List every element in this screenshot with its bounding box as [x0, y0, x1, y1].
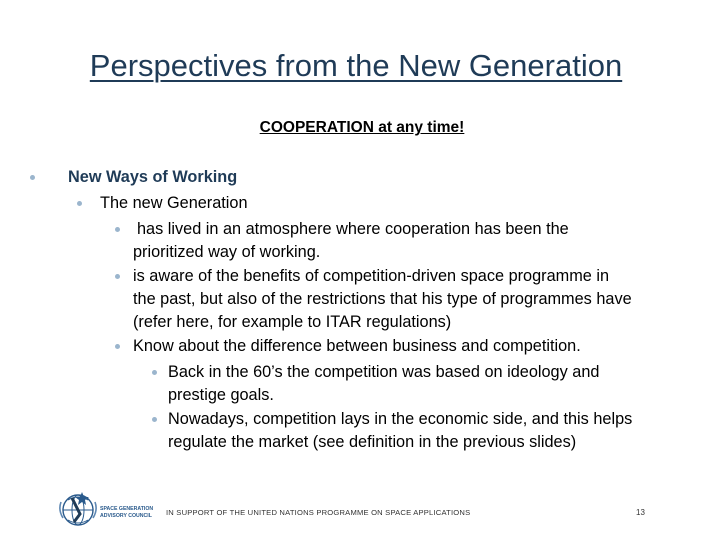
- text-line: is aware of the benefits of competition-driven space programme in: [133, 267, 610, 285]
- bullet-level1: New Ways of Working: [68, 168, 238, 186]
- bullet-icon: [115, 227, 120, 232]
- bullet-icon: [152, 370, 157, 375]
- text-line: Nowadays, competition lays in the economic side, and this helps: [168, 410, 633, 428]
- bullet-level4-sixties: [168, 361, 599, 407]
- globe-icon: [60, 492, 96, 525]
- bullet-icon: [30, 175, 35, 180]
- slide-subtitle: COOPERATION at any time!: [259, 119, 465, 136]
- text-line: Know about the difference between business and competition.: [133, 337, 581, 355]
- bullet-icon: [152, 417, 157, 422]
- page-number: 13: [636, 508, 645, 517]
- bullet-level3-know: [133, 335, 581, 358]
- bullet-level3-aware: [133, 265, 632, 334]
- bullet-level4-nowadays: [168, 408, 632, 454]
- bullet-level3-lived: [133, 218, 569, 264]
- bullet-icon: [115, 344, 120, 349]
- slide-title: Perspectives from the New Generation: [89, 48, 623, 83]
- text-line: prioritized way of working.: [133, 243, 321, 261]
- text-line: the past, but also of the restrictions that his type of programmes have: [133, 290, 632, 308]
- text-line: (refer here, for example to ITAR regulations): [133, 313, 452, 331]
- logo-line2: ADVISORY COUNCIL: [100, 513, 152, 519]
- footer-text: IN SUPPORT OF THE UNITED NATIONS PROGRAMME ON SPACE APPLICATIONS: [166, 508, 471, 517]
- logo-line1: SPACE GENERATION: [100, 506, 154, 512]
- text-line: Back in the 60’s the competition was based on ideology and: [168, 363, 600, 381]
- text-line: regulate the market (see definition in the previous slides): [168, 433, 577, 451]
- text-line: prestige goals.: [168, 386, 274, 404]
- bullet-icon: [115, 274, 120, 279]
- sgac-logo: [58, 488, 170, 530]
- bullet-level2: The new Generation: [100, 194, 248, 212]
- bullet-icon: [77, 201, 82, 206]
- text-line: has lived in an atmosphere where cooperation has been the: [137, 220, 569, 238]
